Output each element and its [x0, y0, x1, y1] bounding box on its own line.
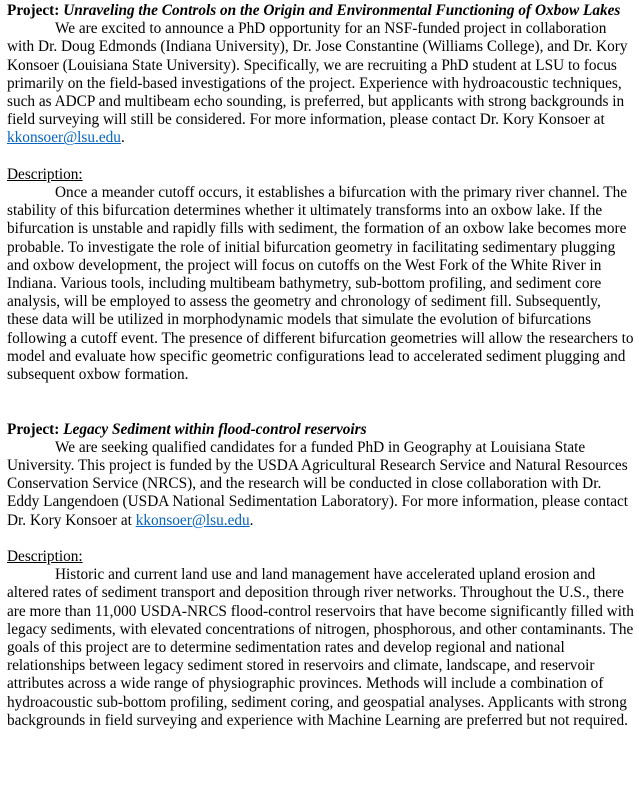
project-heading-prefix: Project:: [7, 2, 64, 19]
description-label: Description:: [7, 165, 83, 183]
project-heading: [7, 421, 634, 439]
contact-email-link[interactable]: kkonsoer@lsu.edu: [135, 511, 250, 529]
document-page: [7, 2, 634, 730]
description-paragraph: Historic and current land use and land management have accelerated upland erosion and altered rates of sediment transport and deposition through river networks. Throughout the U.S., there are more than 11,000 USDA-NRCS flood-control reservoirs that have become significantly filled with legacy sediments, with elevated concentrations of nitrogen, phosphorous, and other contaminants. The goals of this project are to determine sedimentation rates and develop regional and national relationships between legacy sediment stored in reservoirs and climate, landscape, and reservoir attributes across a wide range of physiographic provinces. Methods will include a combination of hydroacoustic sub-bottom profiling, sediment coring, and geospatial analyses. Applicants with strong backgrounds in field surveying and experience with Machine Learning are preferred but not required.: [7, 566, 634, 729]
project-section-legacy-sediment: [7, 421, 634, 730]
spacer: [7, 148, 634, 166]
project-heading-prefix: Project:: [7, 420, 64, 438]
project-title: Legacy Sediment within flood-control reservoirs: [63, 420, 367, 438]
project-section-oxbow: [7, 2, 634, 384]
section-spacer: [7, 384, 634, 420]
project-title: Unraveling the Controls on the Origin and Environmental Functioning of Oxbow Lakes: [63, 2, 621, 19]
intro-end-punctuation: .: [249, 511, 254, 529]
project-intro-paragraph: [7, 439, 634, 530]
project-heading: [7, 2, 634, 20]
project-intro-text: We are seeking qualified candidates for a funded PhD in Geography at Louisiana State University. This project is funded by the USDA Agricultural Research Service and Natural Resources Conservation Service (NRCS), and the research will be conducted in close collaboration with Dr. Eddy Langendoen (USDA National Sedimentation Laboratory). For more information, please contact Dr. Kory Konsoer at: [7, 438, 629, 529]
project-intro-text: We are excited to announce a PhD opportunity for an NSF-funded project in collaboration with Dr. Doug Edmonds (Indiana University), Dr. Jose Constantine (Williams College), and Dr. Kory Konsoer (Louisiana State University). Specifically, we are recruiting a PhD student at LSU to focus primarily on the field-based investigations of the project. Experience with hydroacoustic techniques, such as ADCP and multibeam echo sounding, is preferred, but applicants with strong backgrounds in field surveying will still be considered. For more information, please contact Dr. Kory Konsoer at: [7, 20, 628, 129]
contact-email-link[interactable]: kkonsoer@lsu.edu: [7, 129, 121, 147]
description-label: Description:: [7, 548, 83, 566]
spacer: [7, 530, 634, 548]
description-paragraph: Once a meander cutoff occurs, it establishes a bifurcation with the primary river channel. The stability of this bifurcation determines whether it ultimately transforms into an oxbow lake. If the bifurcation is unstable and rapidly fills with sediment, the formation of an oxbow lake becomes more probable. To investigate the role of initial bifurcation geometry in facilitating sedimentary plugging and oxbow development, the project will focus on cutoffs on the West Fork of the White River in Indiana. Various tools, including multibeam bathymetry, sub-bottom profiling, and sediment core analysis, will be employed to assess the geometry and chronology of sediment fill. Subsequently, these data will be utilized in morphodynamic models that simulate the evolution of bifurcations following a cutoff event. The presence of different bifurcation geometries will allow the researchers to model and evaluate how specific geometric configurations lead to accelerated sediment plugging and subsequent oxbow formation.: [7, 184, 634, 384]
project-intro-paragraph: [7, 20, 634, 147]
intro-end-punctuation: .: [120, 129, 125, 147]
